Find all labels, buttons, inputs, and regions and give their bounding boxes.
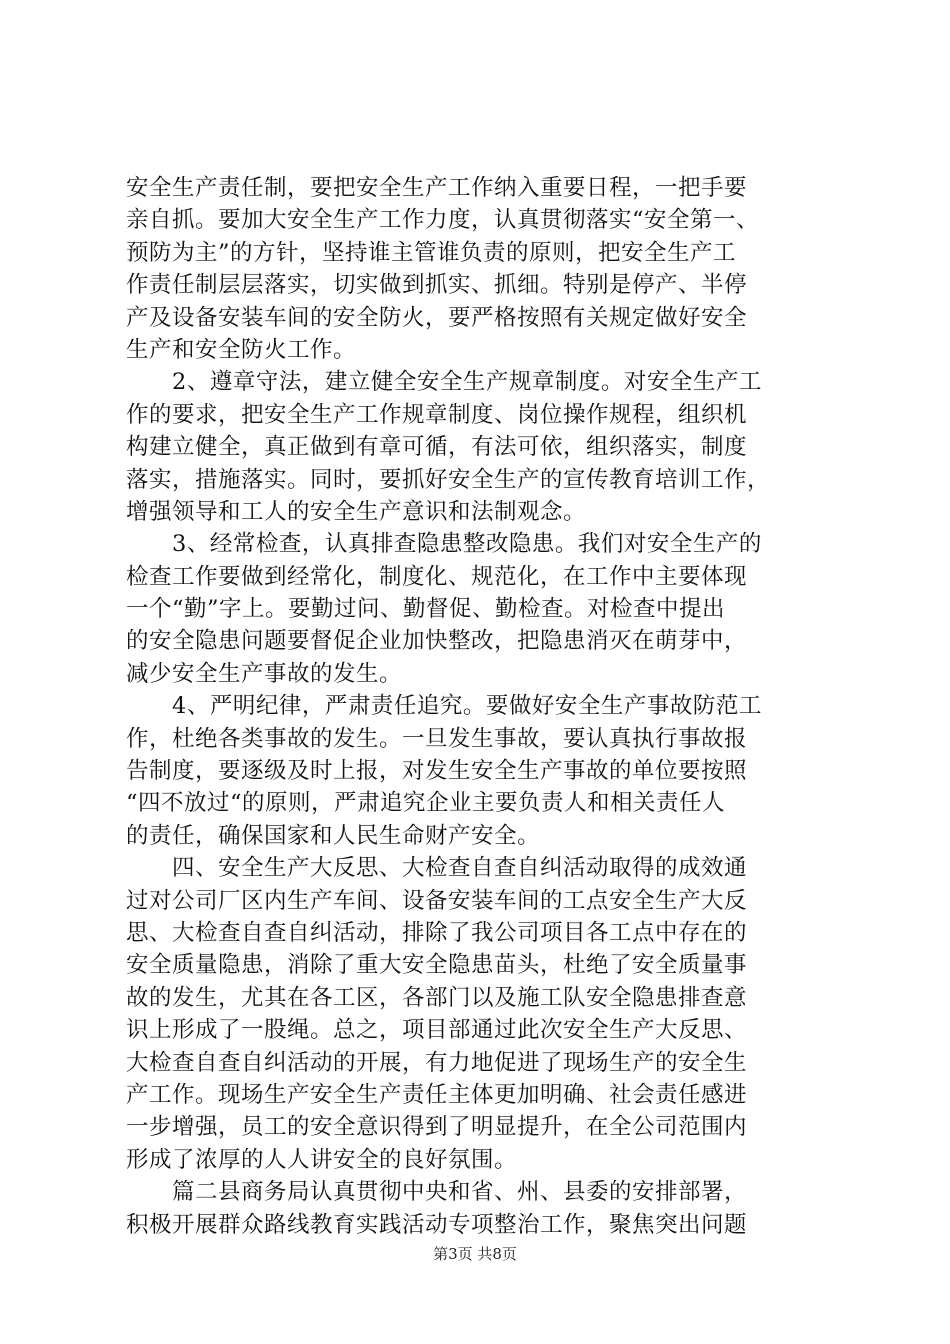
text-line: 产工作。现场生产安全生产责任主体更加明确、社会责任感进 <box>126 1081 748 1108</box>
text-line: 形成了浓厚的人人讲安全的良好氛围。 <box>126 1146 518 1173</box>
text-line: 作，杜绝各类事故的发生。一旦发生事故，要认真执行事故报 <box>126 725 748 752</box>
text-line: 过对公司厂区内生产车间、设备安装车间的工点安全生产大反 <box>126 887 748 914</box>
text-line: 篇二县商务局认真贯彻中央和省、州、县委的安排部署， <box>126 1179 748 1206</box>
text-line: 2、遵章守法，建立健全安全生产规章制度。对安全生产工 <box>126 369 762 396</box>
text-line: 构建立健全，真正做到有章可循，有法可依，组织落实，制度 <box>126 434 748 461</box>
text-line: 一个“勤”字上。要勤过问、勤督促、勤检查。对检查中提出 <box>126 596 726 623</box>
text-line: 检查工作要做到经常化，制度化、规范化，在工作中主要体现 <box>126 563 748 590</box>
text-line: 作的要求，把安全生产工作规章制度、岗位操作规程，组织机 <box>126 401 748 428</box>
text-line: 故的发生，尤其在各工区，各部门以及施工队安全隐患排查意 <box>126 984 748 1011</box>
text-line: 的责任，确保国家和人民生命财产安全。 <box>126 822 541 849</box>
text-line: 减少安全生产事故的发生。 <box>126 660 403 687</box>
text-line: 思、大检查自查自纠活动，排除了我公司项目各工点中存在的 <box>126 919 748 946</box>
text-line: 安全生产责任制，要把安全生产工作纳入重要日程，一把手要 <box>126 175 748 201</box>
text-line: 四、安全生产大反思、大检查自查自纠活动取得的成效通 <box>126 855 748 882</box>
text-line: 3、经常检查，认真排查隐患整改隐患。我们对安全生产的 <box>126 531 762 558</box>
text-line: 积极开展群众路线教育实践活动专项整治工作，聚焦突出问题 <box>126 1211 748 1238</box>
text-line: 产及设备安装车间的安全防火，要严格按照有关规定做好安全 <box>126 304 748 331</box>
page-number-footer: 第3页 共8页 <box>433 1245 517 1263</box>
text-line: 作责任制层层落实，切实做到抓实、抓细。特别是停产、半停 <box>126 272 748 299</box>
text-line: 识上形成了一股绳。总之，项目部通过此次安全生产大反思、 <box>126 1017 748 1044</box>
text-line: 告制度，要逐级及时上报，对发生安全生产事故的单位要按照 <box>126 758 748 785</box>
text-line: 落实，措施落实。同时，要抓好安全生产的宣传教育培训工作， <box>126 466 771 493</box>
document-body <box>126 172 832 1241</box>
text-line: 安全质量隐患，消除了重大安全隐患苗头，杜绝了安全质量事 <box>126 952 748 979</box>
text-line: “四不放过“的原则，严肃追究企业主要负责人和相关责任人 <box>126 790 726 817</box>
text-line: 生产和安全防火工作。 <box>126 336 357 363</box>
text-line: 预防为主”的方针，坚持谁主管谁负责的原则，把安全生产工 <box>126 239 737 266</box>
text-line: 一步增强，员工的安全意识得到了明显提升，在全公司范围内 <box>126 1114 748 1141</box>
text-line: 4、严明纪律，严肃责任追究。要做好安全生产事故防范工 <box>126 693 762 720</box>
text-line: 的安全隐患问题要督促企业加快整改，把隐患消灭在萌芽中， <box>126 628 748 655</box>
text-line: 大检查自查自纠活动的开展，有力地促进了现场生产的安全生 <box>126 1049 748 1076</box>
text-line: 增强领导和工人的安全生产意识和法制观念。 <box>126 498 587 525</box>
text-line: 亲自抓。要加大安全生产工作力度，认真贯彻落实“安全第一、 <box>126 207 760 234</box>
